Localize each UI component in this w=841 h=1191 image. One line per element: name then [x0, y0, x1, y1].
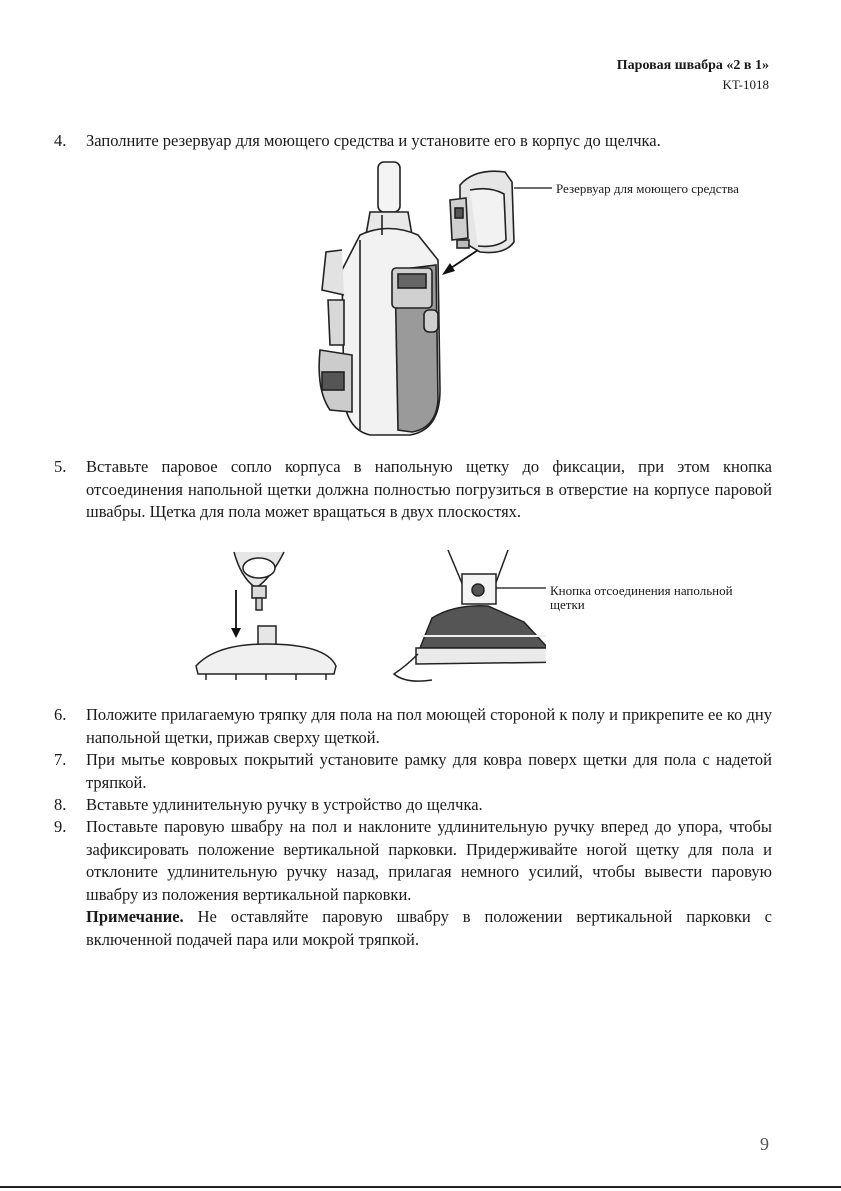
note-paragraph [86, 906, 772, 951]
release-button-callout: Кнопка отсоединения напольной щетки [550, 583, 733, 612]
step-6 [54, 704, 772, 749]
tank-installation-illustration [300, 160, 560, 445]
step-number: 5. [54, 457, 67, 476]
step-9 [54, 816, 772, 906]
page-header [617, 56, 769, 94]
step-7 [54, 749, 772, 794]
step-number: 8. [54, 795, 67, 814]
step-number: 7. [54, 750, 67, 769]
step-text: Поставьте паровую швабру на пол и наклоните удлинительную ручку вперед до упора, чтобы зафиксировать положение вертикальной парковки. Придерживайте ногой щетку для пола и отклоните удлинительную ручку назад, прилагая немного усилий, чтобы вывести паровую швабру из положения вертикальной парковки. [86, 817, 772, 904]
step-4 [54, 130, 772, 153]
step-number: 9. [54, 817, 67, 836]
brush-attachment-illustration [186, 548, 546, 690]
step-text: Вставьте удлинительную ручку в устройство до щелчка. [86, 795, 483, 814]
page-bottom-border [0, 1186, 841, 1188]
model-number: KT-1018 [722, 77, 769, 92]
step-number: 4. [54, 131, 67, 150]
step-text: При мытье ковровых покрытий установите рамку для ковра поверх щетки для пола с надетой тряпкой. [86, 750, 772, 792]
step-text: Вставьте паровое сопло корпуса в напольную щетку до фиксации, при этом кнопка отсоединения напольной щетки должна полностью погрузиться в отверстие на корпусе паровой швабры. Щетка для пола может вращаться в двух плоскостях. [86, 457, 772, 521]
note-label: Примечание. [86, 907, 184, 926]
step-text: Положите прилагаемую тряпку для пола на пол моющей стороной к полу и прикрепите ее ко дну напольной щетки, прижав сверху щеткой. [86, 705, 772, 747]
tank-callout: Резервуар для моющего средства [556, 181, 739, 196]
page-number: 9 [760, 1134, 769, 1154]
note-text: Не оставляйте паровую швабру в положении вертикальной парковки с включенной подачей пара или мокрой тряпкой. [86, 907, 772, 949]
step-number: 6. [54, 705, 67, 724]
step-text: Заполните резервуар для моющего средства и установите его в корпус до щелчка. [86, 131, 661, 150]
document-title: Паровая швабра «2 в 1» [616, 58, 769, 73]
step-8 [54, 794, 772, 817]
step-5 [54, 456, 772, 524]
